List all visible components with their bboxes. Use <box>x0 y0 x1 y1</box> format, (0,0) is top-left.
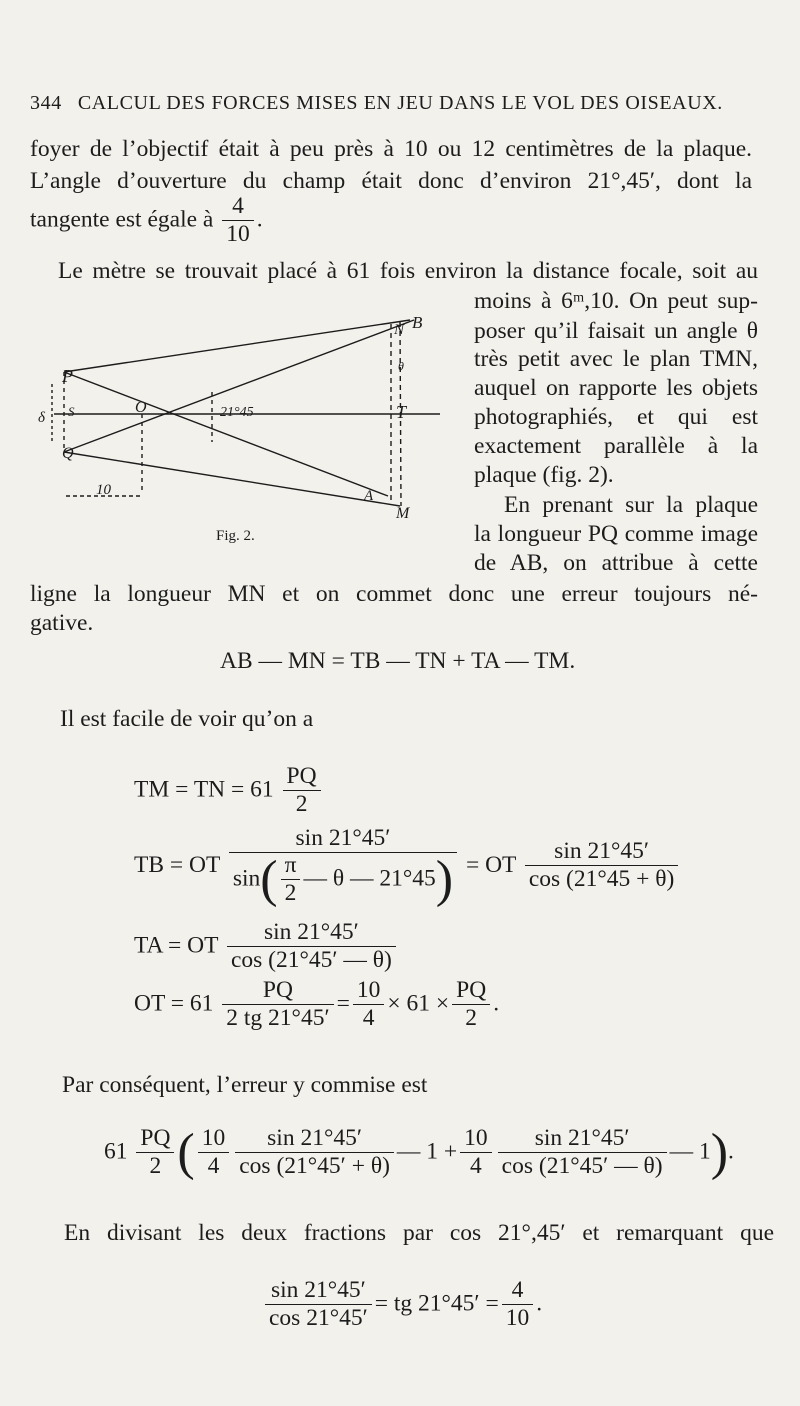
denominator: 4 <box>353 1004 385 1032</box>
denominator: cos (21°45′ — θ) <box>498 1152 667 1180</box>
text-line-with-fraction <box>30 194 263 248</box>
eq-mid: — 1 + <box>396 1138 458 1165</box>
fraction <box>525 839 679 893</box>
text-line: gative. <box>30 610 94 636</box>
numerator: sin 21°45′ <box>534 1125 630 1151</box>
numerator: 4 <box>232 193 244 219</box>
denominator: 4 <box>460 1152 492 1180</box>
text-line: photographiés, et qui est <box>474 404 758 430</box>
equation-error <box>104 1123 734 1181</box>
denominator: 2 <box>452 1004 490 1032</box>
numerator: PQ <box>456 977 487 1003</box>
numerator: sin 21°45′ <box>295 825 391 851</box>
eq-lhs: TB = OT <box>134 851 220 878</box>
eq-sign: = <box>336 990 350 1017</box>
numerator: PQ <box>140 1125 171 1151</box>
numerator: sin 21°45′ <box>263 919 359 945</box>
label-focal: 10 <box>96 482 111 498</box>
fraction <box>229 826 457 907</box>
ray-qa <box>64 452 400 506</box>
equation-tm <box>134 764 324 818</box>
text-line: de AB, on attribue à cette <box>474 550 758 576</box>
ray-qb <box>64 320 414 452</box>
eq-mid: = OT <box>465 851 516 878</box>
numerator: sin 21°45′ <box>270 1277 366 1303</box>
denominator: 2 tg 21°45′ <box>222 1004 333 1032</box>
denominator: 2 <box>136 1152 174 1180</box>
fraction <box>452 978 490 1032</box>
running-header <box>30 92 723 115</box>
denominator: cos (21°45′ + θ) <box>235 1152 394 1180</box>
denominator: 4 <box>198 1152 230 1180</box>
denominator: cos 21°45′ <box>265 1304 372 1332</box>
figure-caption: Fig. 2. <box>216 528 255 544</box>
label-o: O <box>135 399 147 416</box>
equation-tb <box>134 826 681 907</box>
label-theta: θ <box>398 359 404 373</box>
denominator: 2 <box>283 790 321 818</box>
label-delta: δ <box>38 410 45 426</box>
equation-ab-mn: AB — MN = TB — TN + TA — TM. <box>220 648 576 674</box>
paren-right: ) <box>710 1123 729 1181</box>
fraction <box>198 1126 230 1180</box>
fraction <box>222 978 333 1032</box>
period: . <box>728 1138 734 1165</box>
denominator <box>229 852 457 907</box>
text-line: Par conséquent, l’erreur y commise est <box>62 1072 428 1098</box>
equation-ot <box>134 978 499 1032</box>
text-line: poser qu’il faisait un angle θ <box>474 318 758 344</box>
numerator: 4 <box>511 1277 524 1303</box>
denominator: cos (21°45 + θ) <box>525 865 679 893</box>
fraction <box>281 853 301 907</box>
denominator: 10 <box>502 1304 534 1332</box>
times: × 61 × <box>387 990 450 1017</box>
text-line: En prenant sur la plaque <box>504 492 758 518</box>
page-number: 344 <box>30 92 62 114</box>
fraction <box>227 920 396 974</box>
ray-pb <box>64 320 410 372</box>
label-t: T <box>396 402 407 422</box>
paren-right: ) <box>435 850 454 908</box>
label-n: N <box>394 322 405 338</box>
den-tail: — θ — 21°45 <box>303 865 436 892</box>
fraction <box>136 1126 174 1180</box>
fraction <box>265 1278 372 1332</box>
text-line: exactement parallèle à la <box>474 433 758 459</box>
paren-left: ( <box>177 1123 195 1181</box>
period: . <box>536 1290 543 1317</box>
fraction <box>460 1126 492 1180</box>
fraction <box>498 1126 667 1180</box>
fraction <box>283 764 321 818</box>
figure-2-diagram <box>28 300 468 530</box>
eq-end: — 1 <box>669 1138 711 1165</box>
eq-mid: = tg 21°45′ = <box>374 1290 499 1317</box>
numerator: 10 <box>201 1125 226 1151</box>
numerator: 10 <box>464 1125 488 1151</box>
denominator: cos (21°45′ — θ) <box>227 946 396 974</box>
denominator: 10 <box>222 220 254 248</box>
equation-ta <box>134 920 399 974</box>
label-p: P <box>62 366 73 386</box>
fraction <box>235 1126 394 1180</box>
numerator: PQ <box>286 763 317 789</box>
label-angle: 21°45 <box>220 405 254 420</box>
eq-lhs: OT = 61 <box>134 990 214 1017</box>
text-line: Il est facile de voir qu’on a <box>60 706 314 732</box>
numerator: sin 21°45′ <box>267 1125 362 1151</box>
text-line: En divisant les deux fractions par cos 21°,45′ et remarquant que <box>64 1220 774 1246</box>
text-line: ligne la longueur MN et on commet donc une erreur toujours né- <box>30 581 758 607</box>
running-title: CALCUL DES FORCES MISES EN JEU DANS LE VOL DES OISEAUX. <box>77 92 723 114</box>
equation-final <box>262 1278 542 1332</box>
label-m: M <box>396 505 410 522</box>
text-line: auquel on rapporte les objets <box>474 375 758 401</box>
numerator: 10 <box>356 977 381 1003</box>
denominator: 2 <box>281 879 301 907</box>
label-q: Q <box>62 445 74 462</box>
eq-lhs: TM = TN = 61 <box>134 776 274 803</box>
text-line: L’angle d’ouverture du champ était donc d’environ 21°,45′, dont la <box>30 168 752 194</box>
fraction <box>502 1278 534 1332</box>
numerator: PQ <box>262 977 293 1003</box>
label-a: A <box>364 488 374 504</box>
text-fragment: tangente est égale à <box>30 206 214 233</box>
text-line: plaque (fig. 2). <box>474 462 614 488</box>
text-line: la longueur PQ comme image <box>474 521 758 547</box>
fraction <box>222 194 254 248</box>
label-b: B <box>412 313 423 332</box>
eq-lhs: TA = OT <box>134 932 219 959</box>
text-line: moins à 6ᵐ,10. On peut sup- <box>474 288 758 314</box>
sin-label: sin <box>232 865 261 892</box>
coef: 61 <box>104 1138 128 1165</box>
label-s: S <box>68 404 75 419</box>
paren-left: ( <box>260 850 278 908</box>
text-line: foyer de l’objectif était à peu près à 10 ou 12 centimètres de la plaque. <box>30 136 752 162</box>
fraction <box>353 978 385 1032</box>
numerator: π <box>284 851 297 878</box>
period: . <box>256 206 263 233</box>
text-line: Le mètre se trouvait placé à 61 fois environ la distance focale, soit au <box>58 258 758 284</box>
numerator: sin 21°45′ <box>554 838 650 865</box>
text-line: très petit avec le plan TMN, <box>474 346 758 372</box>
period: . <box>493 990 500 1017</box>
